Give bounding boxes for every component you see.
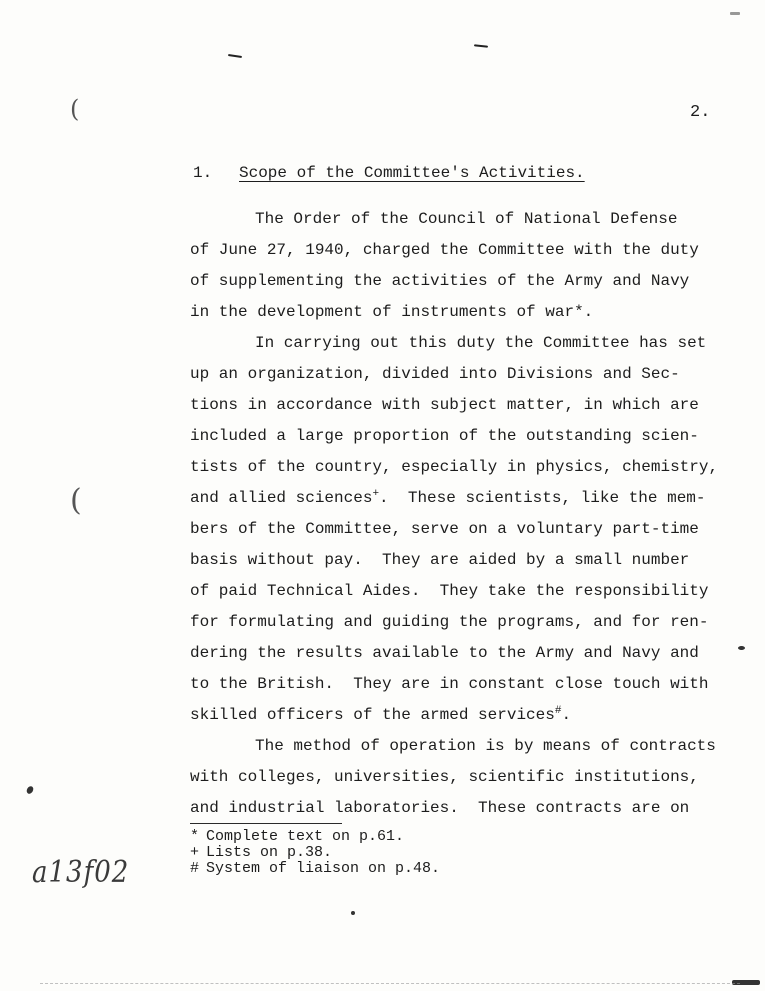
handwritten-annotation: a13f02 xyxy=(32,855,130,891)
footnote-text: Lists on p.38. xyxy=(206,844,333,861)
footnote-rule xyxy=(190,823,342,824)
text-line-content: skilled officers of the armed services xyxy=(190,706,555,724)
text-line xyxy=(190,638,700,669)
scan-mark xyxy=(474,44,488,47)
ink-speck xyxy=(351,911,355,915)
text-line-content: in the development of instruments of war*. xyxy=(190,303,594,321)
footnote-text: System of liaison on p.48. xyxy=(206,860,441,877)
text-line xyxy=(190,669,709,700)
footnote-text: Complete text on p.61. xyxy=(206,828,405,845)
text-line-content: In carrying out this duty the Committee has set xyxy=(255,334,707,352)
text-line-content: The method of operation is by means of contracts xyxy=(255,737,716,755)
text-line-content: and allied sciences xyxy=(190,489,373,507)
text-line xyxy=(190,266,700,297)
text-line xyxy=(190,328,707,359)
text-line xyxy=(190,483,706,514)
text-line xyxy=(190,607,709,638)
text-line xyxy=(190,514,700,545)
text-line xyxy=(190,390,700,421)
text-line xyxy=(190,731,716,762)
ink-speck xyxy=(730,12,740,15)
margin-bracket-mark: ( xyxy=(70,95,80,123)
footnote-reference: + xyxy=(372,488,380,500)
text-line xyxy=(190,297,700,328)
text-line xyxy=(190,235,700,266)
text-line xyxy=(190,359,700,390)
section-number: 1. xyxy=(193,164,213,182)
text-line xyxy=(190,793,700,824)
footnotes xyxy=(190,829,440,877)
page-number: 2. xyxy=(690,103,711,122)
text-line-content: with colleges, universities, scientific institutions, xyxy=(190,768,699,786)
text-line-content: bers of the Committee, serve on a voluntary part-time xyxy=(190,520,699,538)
footnote xyxy=(190,861,440,877)
text-line xyxy=(190,204,700,235)
footnote xyxy=(190,829,440,845)
text-line-content: tists of the country, especially in physics, chemistry, xyxy=(190,458,719,476)
text-line xyxy=(190,452,719,483)
text-line-content: up an organization, divided into Divisions and Sec- xyxy=(190,365,680,383)
text-line-content: included a large proportion of the outstanding scien- xyxy=(190,427,699,445)
text-line xyxy=(190,576,709,607)
text-line-content: and industrial laboratories. These contracts are on xyxy=(190,799,690,817)
text-line-content: The Order of the Council of National Defense xyxy=(255,210,678,228)
body-text xyxy=(190,204,719,824)
text-line-content: of supplementing the activities of the Army and Navy xyxy=(190,272,690,290)
text-line-content: of paid Technical Aides. They take the responsibility xyxy=(190,582,709,600)
footnote xyxy=(190,845,440,861)
text-line-content: tions in accordance with subject matter, in which are xyxy=(190,396,699,414)
margin-bracket-mark: ( xyxy=(70,483,82,518)
section-title: Scope of the Committee's Activities. xyxy=(239,164,585,182)
ink-speck xyxy=(738,646,745,650)
footnote-mark: # xyxy=(190,860,200,877)
section-heading xyxy=(193,164,585,182)
text-line xyxy=(190,762,700,793)
text-line-content: basis without pay. They are aided by a small number xyxy=(190,551,690,569)
footnote-reference: # xyxy=(554,705,562,717)
text-line-continuation: . These scientists, like the mem- xyxy=(379,489,706,507)
text-line xyxy=(190,545,700,576)
scan-bottom-edge xyxy=(40,983,740,984)
text-line-content: of June 27, 1940, charged the Committee with the duty xyxy=(190,241,699,259)
text-line xyxy=(190,421,700,452)
footnote-mark: * xyxy=(190,828,200,845)
text-line-content: dering the results available to the Army and Navy and xyxy=(190,644,699,662)
ink-speck xyxy=(25,785,34,795)
text-line-content: to the British. They are in constant close touch with xyxy=(190,675,709,693)
text-line-content: for formulating and guiding the programs, and for ren- xyxy=(190,613,709,631)
footnote-mark: + xyxy=(190,844,200,861)
scan-mark xyxy=(228,54,242,58)
text-line-continuation: . xyxy=(561,706,572,724)
text-line xyxy=(190,700,700,731)
